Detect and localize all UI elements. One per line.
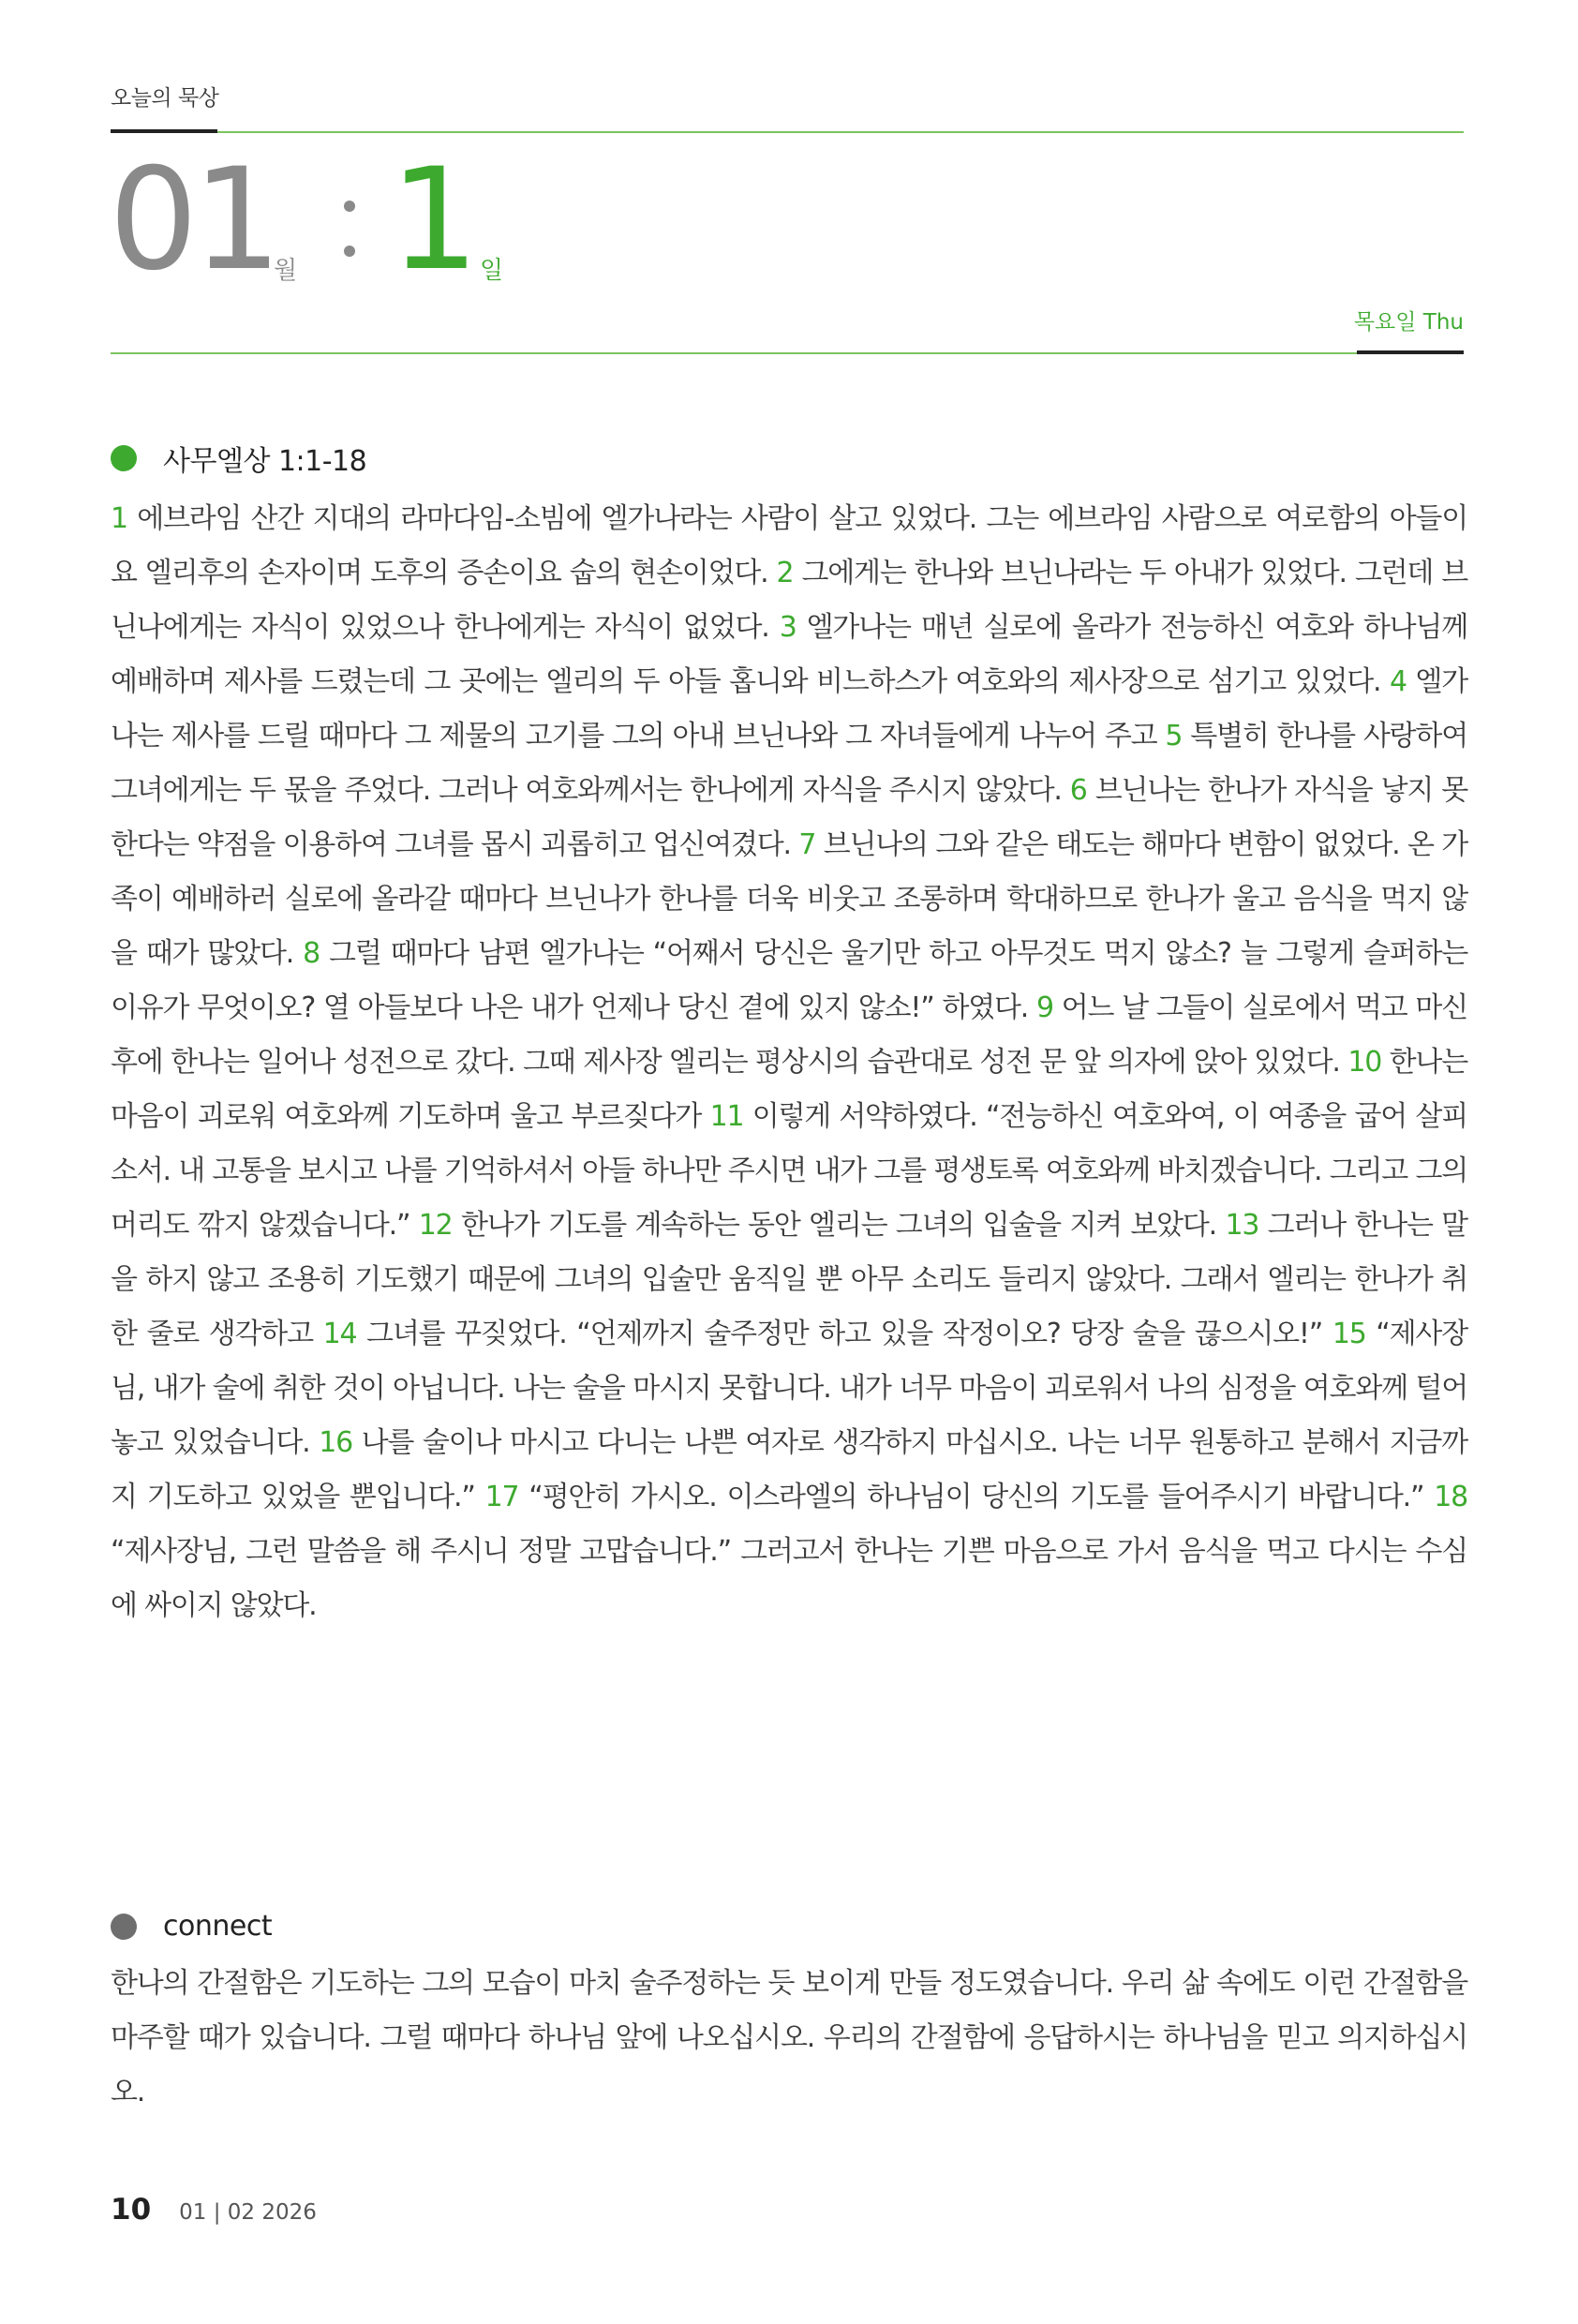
verse-text: “제사장님, 내가 술에 취한 것이 아닙니다. 나는 술을 마시지 못합니다. 내가 너무 마음이 괴로워서 나의 심정을 여호와께 털어놓고 있었습니다. [111,1318,1467,1459]
gray-bullet-icon [111,1914,137,1940]
page-footer [111,2193,317,2227]
verse-text: 그에게는 한나와 브닌나라는 두 아내가 있었다. 그런데 브닌나에게는 자식이 있었으나 한나에게는 자식이 없었다. [111,557,1467,644]
verse-text: 한나는 마음이 괴로워 여호와께 기도하며 울고 부르짖다가 [111,1046,1467,1133]
verse-number: 3 [779,611,807,644]
verse-number: 16 [319,1426,362,1459]
date-day: 1 [390,139,480,302]
verse-number: 5 [1165,720,1191,752]
connect-heading [111,1910,272,1943]
date-colon-icon [344,201,355,259]
connect-title: connect [163,1910,273,1943]
verse-number: 8 [303,937,330,970]
verse-number: 10 [1347,1046,1390,1079]
verse-number: 1 [111,502,138,535]
verse-number: 18 [1434,1481,1467,1513]
verse-number: 6 [1069,774,1095,807]
verse-number: 15 [1332,1318,1377,1350]
verse-text: 브닌나의 그와 같은 태도는 해마다 변함이 없었다. 온 가족이 예배하러 실로에 올라갈 때마다 브닌나가 한나를 더욱 비웃고 조롱하며 학대하므로 한나가 울고 음식을 먹지 않을 때가 많았다. [111,828,1467,970]
verse-text: 이렇게 서약하였다. “전능하신 여호와여, 이 여종을 굽어 살피소서. 내 고통을 보시고 나를 기억하셔서 아들 하나만 주시면 내가 그를 평생토록 여호와께 바치겠습니다. 그리고 그의 머리도 깎지 않겠습니다.” [111,1100,1467,1242]
header-rule-thick [111,129,217,133]
scripture-text [111,492,1467,1633]
green-bullet-icon [111,445,137,471]
verse-text: 엘가나는 매년 실로에 올라가 전능하신 여호와 하나님께 예배하며 제사를 드렸는데 그 곳에는 엘리의 두 아들 홉니와 비느하스가 여호와의 제사장으로 섬기고 있었다. [111,611,1467,698]
date-month-unit: 월 [274,257,298,285]
verse-text: 엘가나는 제사를 드릴 때마다 그 제물의 고기를 그의 아내 브닌나와 그 자녀들에게 나누어 주고 [111,665,1467,752]
verse-text: 나를 술이나 마시고 다니는 나쁜 여자로 생각하지 마십시오. 나는 너무 원통하고 분해서 지금까지 기도하고 있었을 뿐입니다.” [111,1426,1467,1513]
verse-text: 브닌나는 한나가 자식을 낳지 못한다는 약점을 이용하여 그녀를 몹시 괴롭히고 업신여겼다. [111,774,1468,861]
verse-number: 13 [1225,1209,1268,1242]
scripture-heading [111,438,366,479]
verse-number: 9 [1035,991,1062,1024]
date-rule-thick [1357,350,1464,354]
date-month: 01 [109,139,276,302]
verse-number: 4 [1389,665,1416,698]
verse-text: “제사장님, 그런 말씀을 해 주시니 정말 고맙습니다.” 그러고서 한나는 기쁜 마음으로 가서 음식을 먹고 다시는 수심에 싸이지 않았다. [111,1535,1467,1622]
verse-text: 그녀를 꾸짖었다. “언제까지 술주정만 하고 있을 작정이오? 당장 술을 끊으시오!” [366,1318,1332,1350]
connect-text: 한나의 간절함은 기도하는 그의 모습이 마치 술주정하는 듯 보이게 만들 정도였습니다. 우리 삶 속에도 이런 간절함을 마주할 때가 있습니다. 그럴 때마다 하나님 앞에 나오십시오. 우리의 간절함에 응답하시는 하나님을 믿고 의지하십시오. [111,1967,1467,2108]
verse-text: 에브라임 산간 지대의 라마다임-소빔에 엘가나라는 사람이 살고 있었다. 그는 에브라임 사람으로 여로함의 아들이요 엘리후의 손자이며 도후의 증손이요 숩의 현손이었다. [111,502,1467,589]
verse-number: 2 [776,557,802,589]
verse-text: “평안히 가시오. 이스라엘의 하나님이 당신의 기도를 들어주시기 바랍니다.” [528,1481,1435,1513]
header-rule-thin [217,131,1464,133]
verse-text: 그러나 한나는 말을 하지 않고 조용히 기도했기 때문에 그녀의 입술만 움직일 뿐 아무 소리도 들리지 않았다. 그래서 엘리는 한나가 취한 줄로 생각하고 [111,1209,1467,1350]
page-number: 10 [111,2193,152,2227]
verse-text: 그럴 때마다 남편 엘가나는 “어째서 당신은 울기만 하고 아무것도 먹지 않소? 늘 그렇게 슬퍼하는 이유가 무엇이오? 열 아들보다 나은 내가 언제나 당신 곁에 있지 않소!” 하였다. [111,937,1468,1024]
date-day-unit: 일 [480,257,504,285]
verse-text: 어느 날 그들이 실로에서 먹고 마신 후에 한나는 일어나 성전으로 갔다. 그때 제사장 엘리는 평상시의 습관대로 성전 문 앞 의자에 앉아 있었다. [111,991,1467,1079]
verse-number: 11 [709,1100,752,1133]
verse-number: 12 [418,1209,461,1242]
weekday-label: 목요일 Thu [1353,310,1464,335]
issue-label: 01 | 02 2026 [179,2200,317,2225]
header-label: 오늘의 묵상 [111,86,219,111]
verse-text: 한나가 기도를 계속하는 동안 엘리는 그녀의 입술을 지켜 보았다. [460,1209,1226,1242]
scripture-reference: 사무엘상 1:1-18 [163,445,367,478]
verse-text: 특별히 한나를 사랑하여 그녀에게는 두 몫을 주었다. 그러나 여호와께서는 한나에게 자식을 주시지 않았다. [111,720,1467,807]
date-rule-thin [111,352,1357,354]
verse-number: 17 [484,1481,529,1513]
verse-number: 7 [798,828,824,861]
verse-number: 14 [322,1318,367,1350]
